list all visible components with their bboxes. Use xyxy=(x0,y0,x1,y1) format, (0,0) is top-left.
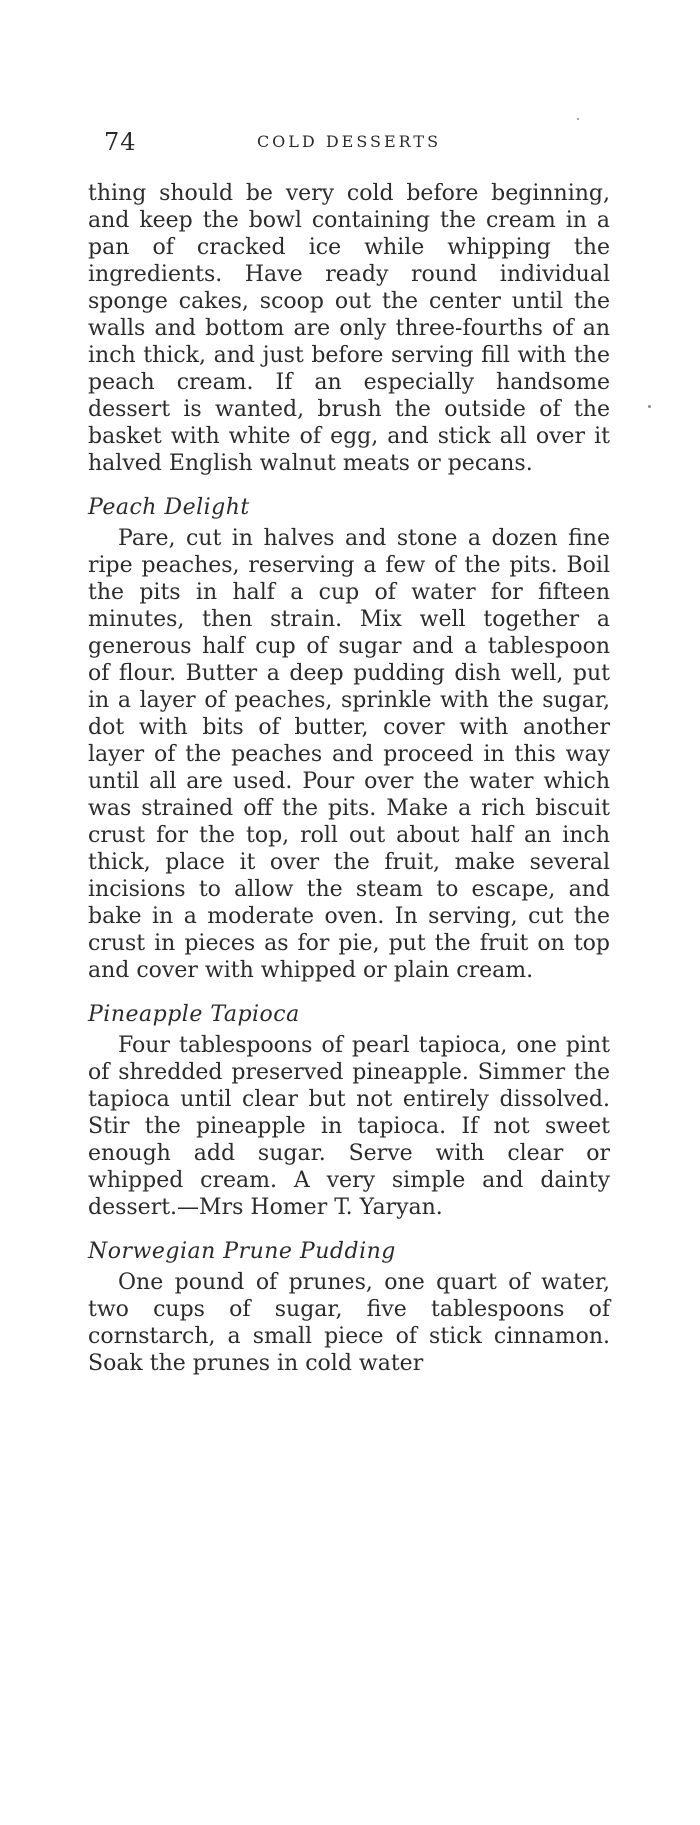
paper-speck xyxy=(577,118,579,120)
recipe-title: Norwegian Prune Pudding xyxy=(88,1239,396,1264)
continuation-paragraph: thing should be very cold before beginning, and keep the bowl containing the cream in a pan of cracked ice while whipping the ingredients. Have ready round individual sponge cakes, scoop out the center until the walls and bottom are only three-fourths of an inch thick, and just before serving fill with the peach cream. If an especially handsome dessert is wanted, brush the outside of the basket with white of egg, and stick all over it halved English walnut meats or pecans. xyxy=(88,181,610,476)
page-number: 74 xyxy=(104,128,137,156)
recipe-title: Pineapple Tapioca xyxy=(88,1002,300,1027)
recipe-pineapple-tapioca xyxy=(88,1002,610,1221)
recipe-title: Peach Delight xyxy=(88,495,250,520)
book-page xyxy=(88,128,610,1377)
paper-speck xyxy=(648,405,651,408)
recipe-peach-delight xyxy=(88,495,610,984)
running-title: COLD DESSERTS xyxy=(256,132,442,151)
recipe-body: Pare, cut in halves and stone a dozen fine ripe peaches, reserving a few of the pits. Boil the pits in half a cup of water for fifteen minutes, then strain. Mix well together a generous half cup of sugar and a tablespoon of flour. Butter a deep pudding dish well, put in a layer of peaches, sprinkle with the sugar, dot with bits of butter, cover with another layer of the peaches and proceed in this way until all are used. Pour over the water which was strained off the pits. Make a rich biscuit crust for the top, roll out about half an inch thick, place it over the fruit, make several incisions to allow the steam to escape, and bake in a moderate oven. In serving, cut the crust in pieces as for pie, put the fruit on top and cover with whipped or plain cream. xyxy=(88,526,610,983)
recipe-norwegian-prune-pudding xyxy=(88,1239,610,1377)
running-head xyxy=(88,128,610,162)
recipe-body: One pound of prunes, one quart of water, two cups of sugar, five tablespoons of cornstarch, a small piece of stick cinnamon. Soak the prunes in cold water xyxy=(88,1270,610,1376)
recipe-body: Four tablespoons of pearl tapioca, one pint of shredded preserved pineapple. Simmer the tapioca until clear but not entirely dissolved. Stir the pineapple in tapioca. If not sweet enough add sugar. Serve with clear or whipped cream. A very simple and dainty dessert.—Mrs Homer T. Yaryan. xyxy=(88,1033,610,1220)
